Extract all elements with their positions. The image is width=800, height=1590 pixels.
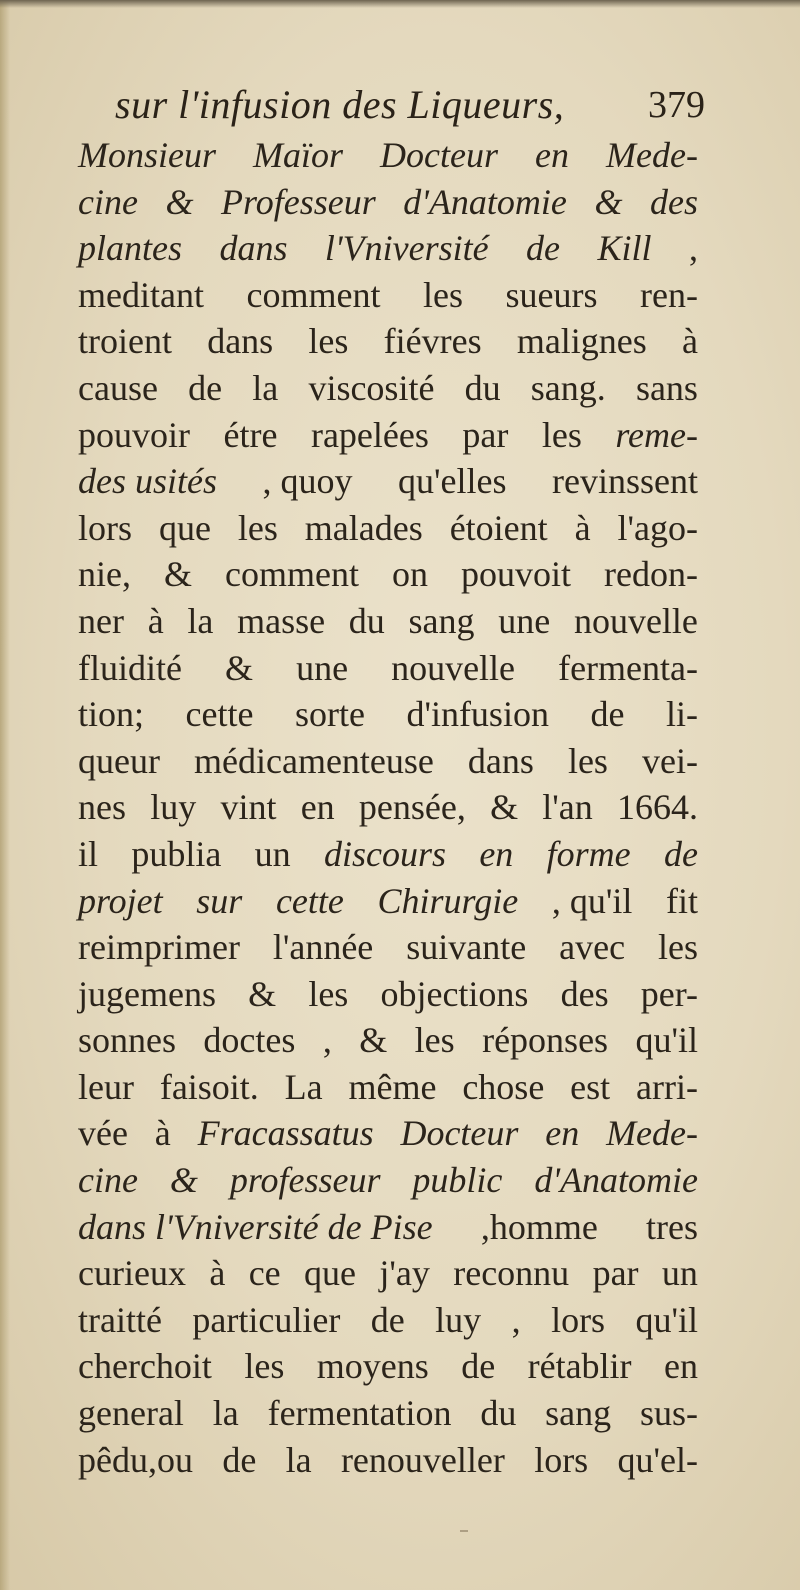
word: qu'el- (617, 1439, 698, 1480)
word: d'infusion (406, 694, 549, 735)
word: publia (131, 833, 222, 874)
word: des (560, 973, 609, 1014)
word: renouveller (340, 1439, 505, 1480)
text-line (78, 1204, 698, 1251)
word: une (296, 647, 349, 688)
word: en (545, 1113, 580, 1154)
word: tion; (78, 694, 145, 735)
word: reme- (615, 414, 698, 455)
word: dans l'Vniversité de Pise (78, 1206, 433, 1247)
word: & (163, 554, 192, 595)
word: , (688, 228, 698, 269)
word: lors (78, 507, 132, 548)
word: qu'il (635, 1020, 698, 1061)
word: vint (220, 787, 277, 828)
word: fluidité (78, 647, 182, 688)
text-line (78, 784, 698, 831)
body-text (78, 132, 698, 1483)
word: avec (559, 927, 626, 968)
word: public (412, 1160, 503, 1201)
word: j'ay (379, 1253, 430, 1294)
word: sueurs (505, 274, 598, 315)
word: étre (223, 414, 278, 455)
word: masse (237, 600, 326, 641)
text-line (78, 551, 698, 598)
word: particulier (192, 1299, 341, 1340)
word: curieux (78, 1253, 186, 1294)
word: il (78, 833, 99, 874)
word: plantes (78, 228, 182, 269)
word: forme (546, 833, 631, 874)
word: les (244, 1346, 285, 1387)
word: des (649, 181, 698, 222)
page-top-shadow (0, 0, 800, 8)
word: en (479, 833, 514, 874)
word: réponses (482, 1020, 609, 1061)
word: par (462, 414, 509, 455)
word: cine (78, 1160, 138, 1201)
word: & (359, 1020, 388, 1061)
text-line (78, 458, 698, 505)
word: malades (304, 507, 423, 548)
word: vée (78, 1113, 128, 1154)
text-line (78, 412, 698, 459)
word: en (300, 787, 335, 828)
word: sonnes (78, 1020, 176, 1061)
text-line (78, 225, 698, 272)
text-line (78, 365, 698, 412)
word: suivante (406, 927, 527, 968)
word: sang. (530, 367, 606, 408)
word: meditant (78, 274, 204, 315)
word: l'an (542, 787, 593, 828)
text-line (78, 1343, 698, 1390)
word: la (252, 367, 279, 408)
word: jugemens (78, 973, 216, 1014)
word: à (147, 600, 164, 641)
word: fiévres (383, 321, 482, 362)
word: cine (78, 181, 138, 222)
word: de (188, 367, 223, 408)
word: Mede- (606, 1113, 698, 1154)
text-line (78, 1017, 698, 1064)
word: qu'elles (398, 461, 507, 502)
word: & (490, 787, 519, 828)
word: que (304, 1253, 357, 1294)
text-line (78, 878, 698, 925)
word: , (322, 1020, 332, 1061)
word: troient (78, 321, 172, 362)
word: du (480, 1393, 517, 1434)
word: sang (545, 1393, 612, 1434)
word: rapelées (310, 414, 429, 455)
text-line (78, 1390, 698, 1437)
text-line (78, 505, 698, 552)
word: de (370, 1299, 405, 1340)
word: dans (207, 321, 274, 362)
word: de (590, 694, 625, 735)
word: que (158, 507, 211, 548)
word: on (391, 554, 428, 595)
word: reimprimer (78, 927, 240, 968)
word: à (682, 321, 698, 362)
text-line (78, 1157, 698, 1204)
word: luy (150, 787, 197, 828)
word: reconnu (453, 1253, 570, 1294)
word: Mede- (606, 135, 698, 175)
word: cherchoit (78, 1346, 212, 1387)
word: comment (246, 274, 381, 315)
word: queur (78, 740, 160, 781)
word: en (535, 135, 569, 175)
word: faisoit. (159, 1066, 259, 1107)
word: d'Anatomie (534, 1160, 698, 1201)
word: & (594, 181, 623, 222)
word: sorte (294, 694, 365, 735)
text-line (78, 738, 698, 785)
word: cause (78, 367, 158, 408)
word: fit (665, 880, 698, 921)
text-line (78, 598, 698, 645)
word: La (284, 1066, 323, 1107)
text-line (78, 1064, 698, 1111)
word: pêdu,ou (78, 1439, 193, 1480)
word: tres (646, 1206, 698, 1247)
word: du (348, 600, 385, 641)
word: ner (78, 600, 124, 641)
word: Professeur (221, 181, 376, 222)
word: est (570, 1066, 611, 1107)
word: en (663, 1346, 698, 1387)
word: les (308, 973, 349, 1014)
text-line (78, 971, 698, 1018)
word: ren- (640, 274, 698, 315)
word: cette (185, 694, 254, 735)
text-line (78, 318, 698, 365)
word: professeur (229, 1160, 381, 1201)
word: , quoy (262, 461, 353, 502)
word: les (567, 740, 608, 781)
word: fermenta- (558, 647, 698, 688)
text-line (78, 924, 698, 971)
page-gutter-shadow (0, 0, 10, 1590)
word: l'Vniversité (324, 228, 489, 269)
word: revinssent (552, 461, 698, 502)
word: rétablir (527, 1346, 632, 1387)
word: 1664. (616, 787, 698, 828)
text-line (78, 132, 698, 179)
word: même (348, 1066, 437, 1107)
word: des usités (78, 461, 217, 502)
word: viscosité (308, 367, 435, 408)
word: de (663, 833, 698, 874)
word: pouvoir (78, 414, 190, 455)
word: du (464, 367, 501, 408)
word: sang (408, 600, 475, 641)
word: sus- (639, 1393, 698, 1434)
word: & (165, 181, 194, 222)
word: Maïor (253, 135, 344, 175)
word: médicamenteuse (194, 740, 434, 781)
word: sur (196, 880, 243, 921)
word: & (225, 647, 254, 688)
word: une (498, 600, 551, 641)
word: redon- (603, 554, 698, 595)
word: les (422, 274, 463, 315)
word: de (461, 1346, 496, 1387)
word: fermentation (267, 1393, 452, 1434)
word: la (187, 600, 214, 641)
paper-speck (460, 1530, 468, 1532)
word: & (248, 973, 277, 1014)
word: nes (78, 787, 126, 828)
word: , qu'il (551, 880, 633, 921)
running-head (115, 76, 715, 134)
word: l'ago- (617, 507, 698, 548)
word: par (592, 1253, 639, 1294)
text-line (78, 645, 698, 692)
word: la (212, 1393, 239, 1434)
word: comment (225, 554, 359, 595)
word: general (78, 1393, 184, 1434)
word: nouvelle (391, 647, 516, 688)
running-head-title: sur l'infusion des Liqueurs, (115, 82, 565, 127)
word: à (154, 1113, 171, 1154)
word: ce (248, 1253, 281, 1294)
word: de (222, 1439, 257, 1480)
word: nie, (78, 554, 131, 595)
text-line (78, 831, 698, 878)
text-line (78, 1250, 698, 1297)
word: les (657, 927, 698, 968)
word: lors (534, 1439, 589, 1480)
word: malignes (516, 321, 647, 362)
word: un (661, 1253, 698, 1294)
word: à (574, 507, 591, 548)
word: arri- (636, 1066, 698, 1107)
word: ,homme (480, 1206, 598, 1247)
word: les (414, 1020, 455, 1061)
word: l'année (272, 927, 374, 968)
word: chose (462, 1066, 545, 1107)
word: Kill (597, 228, 652, 269)
word: dans (467, 740, 534, 781)
word: Monsieur (78, 135, 216, 175)
word: qu'il (635, 1299, 698, 1340)
word: pensée, (358, 787, 466, 828)
word: moyens (316, 1346, 429, 1387)
word: & (169, 1160, 198, 1201)
word: cette (275, 880, 344, 921)
word: objections (380, 973, 529, 1014)
word: Chirurgie (377, 880, 519, 921)
word: lors (551, 1299, 606, 1340)
word: , (511, 1299, 521, 1340)
word: la (285, 1439, 312, 1480)
word: de (526, 228, 561, 269)
word: d'Anatomie (403, 181, 567, 222)
word: étoient (449, 507, 548, 548)
text-line (78, 691, 698, 738)
word: Fracassatus (197, 1113, 374, 1154)
text-line (78, 1110, 698, 1157)
word: les (308, 321, 349, 362)
word: Docteur (400, 1113, 519, 1154)
word: traitté (78, 1299, 162, 1340)
word: li- (665, 694, 698, 735)
text-line (78, 1297, 698, 1344)
word: un (254, 833, 291, 874)
word: per- (640, 973, 698, 1014)
text-line (78, 1437, 698, 1484)
word: nouvelle (573, 600, 698, 641)
word: projet (78, 880, 163, 921)
word: sans (635, 367, 698, 408)
word: vei- (641, 740, 698, 781)
word: à (209, 1253, 226, 1294)
word: les (237, 507, 278, 548)
word: luy (435, 1299, 482, 1340)
word: les (541, 414, 582, 455)
word: Docteur (380, 135, 498, 175)
word: pouvoit (460, 554, 571, 595)
word: discours (323, 833, 446, 874)
word: dans (219, 228, 288, 269)
text-line (78, 179, 698, 226)
word: leur (78, 1066, 134, 1107)
page-number: 379 (648, 84, 705, 126)
text-line (78, 272, 698, 319)
word: doctes (203, 1020, 296, 1061)
